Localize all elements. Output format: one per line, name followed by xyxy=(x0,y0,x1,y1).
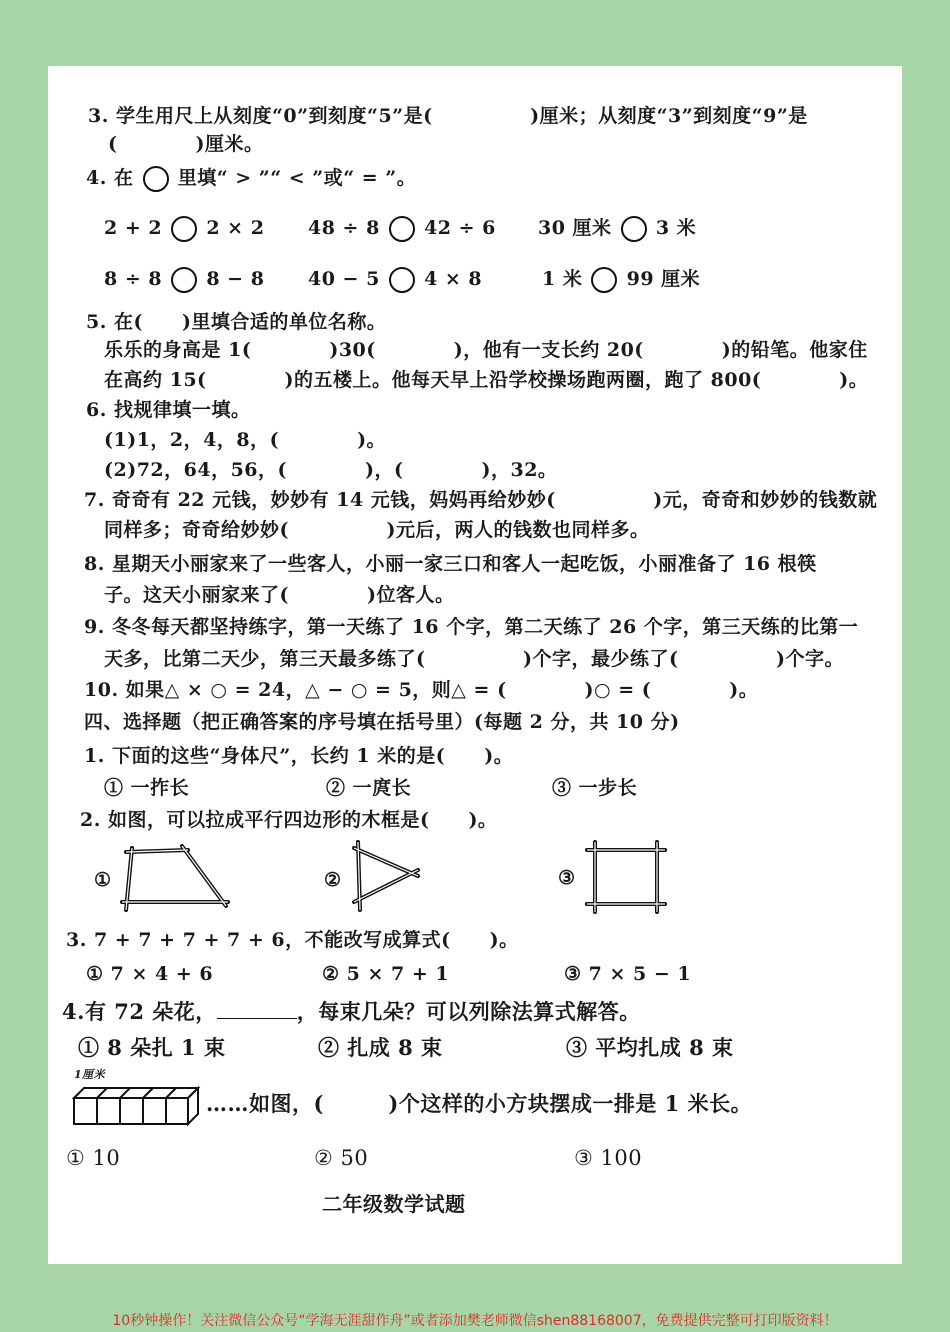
compare-circle[interactable] xyxy=(591,267,617,293)
q8-line2: 子。这天小丽家来了( )位客人。 xyxy=(104,584,455,606)
q10-line: 10. 如果△ × ○ = 24，△ − ○ = 5，则△ = ( )○ = ( )。 xyxy=(84,679,759,701)
q5-line3: 在高约 15( )的五楼上。他每天早上沿学校操场跑两圈，跑了 800( )。 xyxy=(104,369,869,391)
compare-circle[interactable] xyxy=(389,267,415,293)
c2-stem: 2. 如图，可以拉成平行四边形的木框是( )。 xyxy=(80,809,498,831)
c5-option-1[interactable]: ① 10 xyxy=(66,1146,121,1170)
compare-circle[interactable] xyxy=(621,216,647,242)
circle-blank-icon xyxy=(143,166,169,192)
square-frame-figure xyxy=(583,840,669,914)
q9-line1: 9. 冬冬每天都坚持练字，第一天练了 16 个字，第二天练了 26 个字，第三天练的比第一 xyxy=(84,616,859,638)
c2-label-3[interactable]: ③ xyxy=(558,867,576,889)
c5-stem: ……如图，( )个这样的小方块摆成一排是 1 米长。 xyxy=(206,1091,753,1116)
compare-item xyxy=(308,216,496,242)
compare-item xyxy=(538,216,696,242)
compare-left: 30 厘米 xyxy=(538,217,612,239)
q8-line1: 8. 星期天小丽家来了一些客人，小丽一家三口和客人一起吃饭，小丽准备了 16 根筷 xyxy=(84,553,817,575)
c4-num: 4. xyxy=(62,999,85,1024)
c5-option-2[interactable]: ② 50 xyxy=(314,1146,369,1170)
q6-line1: 6. 找规律填一填。 xyxy=(86,399,251,421)
c3-option-1[interactable]: ① 7 × 4 + 6 xyxy=(86,963,214,985)
c4-option-2[interactable]: ② 扎成 8 束 xyxy=(318,1035,443,1060)
c4-option-3[interactable]: ③ 平均扎成 8 束 xyxy=(566,1035,734,1060)
c5-option-3[interactable]: ③ 100 xyxy=(574,1146,643,1170)
compare-circle[interactable] xyxy=(389,216,415,242)
q4-instruction xyxy=(86,166,416,192)
compare-right: 3 米 xyxy=(655,217,697,239)
c1-option-2[interactable]: ② 一庹长 xyxy=(326,777,412,799)
compare-circle[interactable] xyxy=(171,216,197,242)
compare-item xyxy=(542,267,700,293)
compare-left: 1 米 xyxy=(542,268,583,290)
trapezoid-frame-figure xyxy=(118,842,233,914)
triangle-frame-figure xyxy=(348,838,424,914)
c1-stem: 1. 下面的这些“身体尺”，长约 1 米的是( )。 xyxy=(84,745,514,767)
c3-option-3[interactable]: ③ 7 × 5 − 1 xyxy=(564,963,692,985)
q4-instr-pre: 4. 在 xyxy=(86,167,134,189)
compare-circle[interactable] xyxy=(171,267,197,293)
q7-line2: 同样多；奇奇给妙妙( )元后，两人的钱数也同样多。 xyxy=(104,519,650,541)
compare-item xyxy=(104,267,264,293)
compare-left: 2 + 2 xyxy=(104,217,163,239)
q5-line1: 5. 在( )里填合适的单位名称。 xyxy=(86,311,387,333)
compare-item xyxy=(308,267,482,293)
c3-option-2[interactable]: ② 5 × 7 + 1 xyxy=(322,963,450,985)
c4-blank[interactable] xyxy=(217,1000,297,1019)
cube-row-figure xyxy=(72,1082,202,1128)
compare-left: 8 ÷ 8 xyxy=(104,268,163,290)
compare-right: 99 厘米 xyxy=(626,268,701,290)
q5-line2: 乐乐的身高是 1( )30( )，他有一支长约 20( )的铅笔。他家住 xyxy=(104,339,868,361)
compare-right: 4 × 8 xyxy=(424,268,483,290)
compare-left: 40 − 5 xyxy=(308,268,380,290)
c4-stem xyxy=(62,1000,641,1024)
c4-option-1[interactable]: ① 8 朵扎 1 束 xyxy=(78,1035,226,1060)
q3-line1: 3. 学生用尺上从刻度“0”到刻度“5”是( )厘米；从刻度“3”到刻度“9”是 xyxy=(88,105,808,127)
promo-footer-text: 10秒钟操作！关注微信公众号“学海无涯甜作舟”或者添加樊老师微信shen88168007，免费提供完整可打印版资料！ xyxy=(112,1313,838,1329)
cm-unit-label: 1厘米 xyxy=(74,1068,106,1081)
c4-stem-post: ，每束几朵？可以列除法算式解答。 xyxy=(296,999,641,1024)
c4-stem-pre: 有 72 朵花， xyxy=(84,999,217,1024)
q3-line2: ( )厘米。 xyxy=(108,133,264,155)
compare-item xyxy=(104,216,264,242)
page-title: 二年级数学试题 xyxy=(322,1192,466,1216)
q4-instr-post: 里填“ > ”“ < ”或“ = ”。 xyxy=(177,167,417,189)
compare-right: 2 × 2 xyxy=(206,217,265,239)
section-heading: 四、选择题（把正确答案的序号填在括号里）(每题 2 分，共 10 分) xyxy=(84,711,680,733)
compare-right: 8 − 8 xyxy=(206,268,265,290)
c2-label-2[interactable]: ② xyxy=(324,869,342,891)
compare-right: 42 ÷ 6 xyxy=(424,217,496,239)
c1-option-1[interactable]: ① 一拃长 xyxy=(104,777,190,799)
compare-left: 48 ÷ 8 xyxy=(308,217,380,239)
c3-stem: 3. 7 + 7 + 7 + 7 + 6，不能改写成算式( )。 xyxy=(66,929,519,951)
q6-line3: (2)72，64，56，( )，( )，32。 xyxy=(104,459,558,481)
c1-option-3[interactable]: ③ 一步长 xyxy=(552,777,638,799)
q9-line2: 天多，比第二天少，第三天最多练了( )个字，最少练了( )个字。 xyxy=(104,648,844,670)
q6-line2: (1)1，2，4，8，( )。 xyxy=(104,429,387,451)
c2-label-1[interactable]: ① xyxy=(94,869,112,891)
q7-line1: 7. 奇奇有 22 元钱，妙妙有 14 元钱，妈妈再给妙妙( )元，奇奇和妙妙的钱数就 xyxy=(84,489,878,511)
